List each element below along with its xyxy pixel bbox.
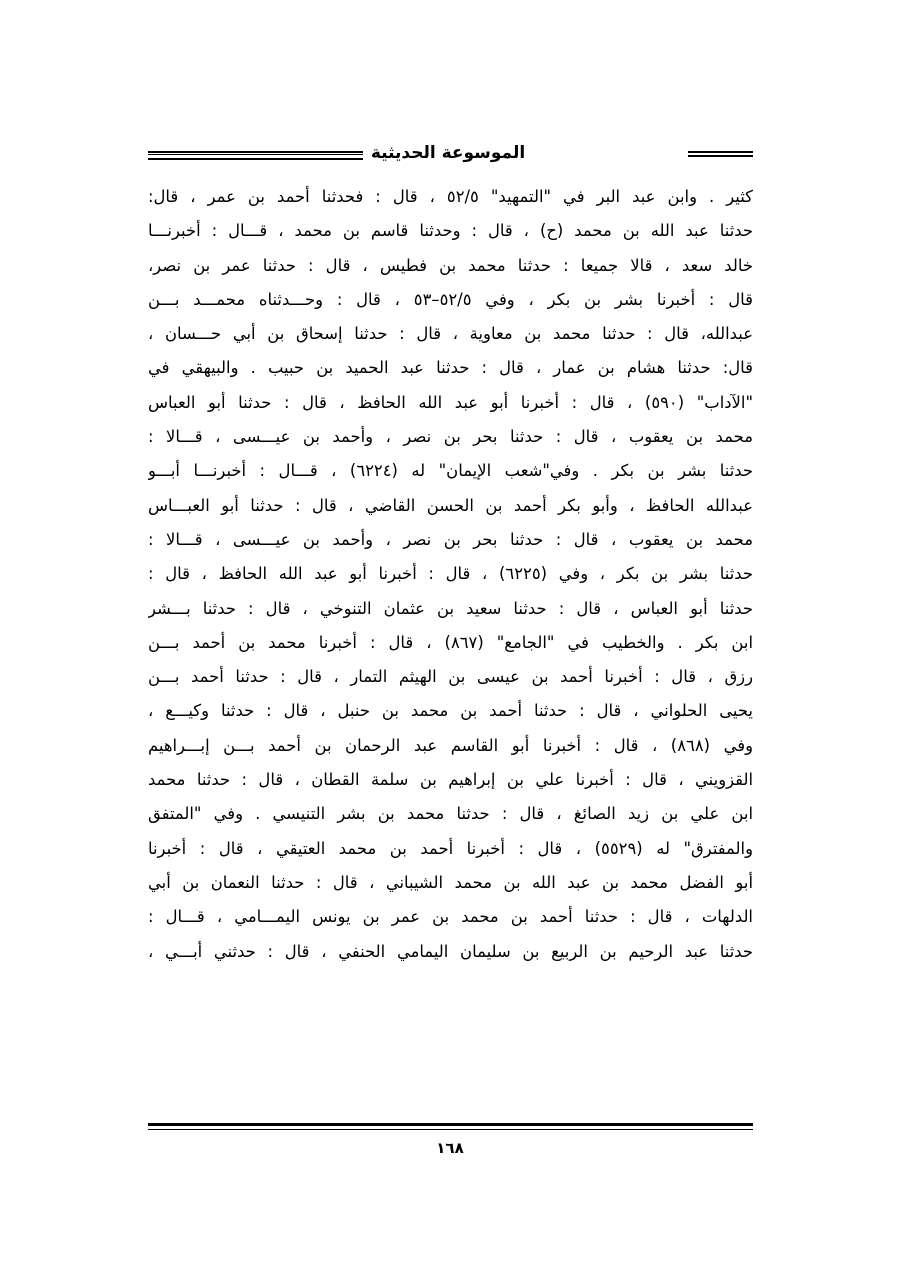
- text-line: حدثنا أبو العباس ، قال : حدثنا سعيد بن عثمان التنوخي ، قال : حدثنا بـــشر: [148, 598, 753, 618]
- text-line: حدثنا بشر بن بكر . وفي"شعب الإيمان" له (٦٢٢٤) ، قـــال : أخبرنـــا أبـــو: [148, 461, 753, 481]
- text-line: ابن بكر . والخطيب في "الجامع" (٨٦٧) ، قال : أخبرنا محمد بن أحمد بـــن: [148, 632, 753, 652]
- text-line: رزق ، قال : أخبرنا أحمد بن عيسى بن الهيثم التمار ، قال : حدثنا أحمد بـــن: [148, 667, 753, 687]
- text-line: ابن علي بن زيد الصائغ ، قال : حدثنا محمد بن بشر التنيسي . وفي "المتفق: [148, 804, 753, 824]
- text-line: حدثنا عبد الله بن محمد (ح) ، قال : وحدثنا قاسم بن محمد ، قـــال : أخبرنـــا: [148, 221, 753, 241]
- text-line: محمد بن يعقوب ، قال : حدثنا بحر بن نصر ، وأحمد بن عيـــسى ، قـــالا :: [148, 427, 753, 447]
- header-rule-right: [688, 151, 753, 157]
- text-line: محمد بن يعقوب ، قال : حدثنا بحر بن نصر ، وأحمد بن عيـــسى ، قـــالا :: [148, 529, 753, 549]
- text-line: أبو الفضل محمد بن عبد الله بن محمد الشيباني ، قال : حدثنا النعمان بن أبي: [148, 872, 753, 892]
- running-title: الموسوعة الحديثية: [370, 143, 526, 163]
- footer-rule: [148, 1123, 753, 1130]
- text-line: خالد سعد ، قالا جميعا : حدثنا محمد بن فطيس ، قال : حدثنا عمر بن نصر،: [148, 255, 753, 275]
- text-line: الدلهات ، قال : حدثنا أحمد بن محمد بن عمر بن يونس اليمـــامي ، قـــال :: [148, 907, 753, 927]
- page-header: [148, 138, 753, 172]
- text-line: قال : أخبرنا بشر بن بكر ، وفي ٥٢/٥–٥٣ ، قال : وحـــدثناه محمـــد بـــن: [148, 289, 753, 309]
- text-line: والمفترق" له (٥٥٢٩) ، قال : أخبرنا أحمد بن محمد العتيقي ، قال : أخبرنا: [148, 838, 753, 858]
- text-line: حدثنا عبد الرحيم بن الربيع بن سليمان اليمامي الحنفي ، قال : حدثني أبـــي ،: [148, 941, 753, 961]
- header-rule-left: [148, 151, 363, 155]
- text-line: "الآداب" (٥٩٠) ، قال : أخبرنا أبو عبد الله الحافظ ، قال : حدثنا أبو العباس: [148, 392, 753, 412]
- text-line: يحيى الحلواني ، قال : حدثنا أحمد بن محمد بن حنبل ، قال : حدثنا وكيـــع ،: [148, 701, 753, 721]
- text-line: قال: حدثنا هشام بن عمار ، قال : حدثنا عبد الحميد بن حبيب . والبيهقي في: [148, 358, 753, 378]
- body-text: [148, 180, 753, 969]
- text-line: حدثنا بشر بن بكر ، وفي (٦٢٢٥) ، قال : أخبرنا أبو عبد الله الحافظ ، قال :: [148, 564, 753, 584]
- text-line: القزويني ، قال : أخبرنا علي بن إبراهيم بن سلمة القطان ، قال : حدثنا محمد: [148, 770, 753, 790]
- text-line: وفي (٨٦٨) ، قال : أخبرنا أبو القاسم عبد الرحمان بن أحمد بـــن إبـــراهيم: [148, 735, 753, 755]
- text-line: كثير . وابن عبد البر في "التمهيد" ٥٢/٥ ، قال : فحدثنا أحمد بن عمر ، قال:: [148, 187, 753, 206]
- page-number: ١٦٨: [436, 1139, 464, 1157]
- text-line: عبدالله، قال : حدثنا محمد بن معاوية ، قال : حدثنا إسحاق بن أبي حـــسان ،: [148, 324, 753, 344]
- text-line: عبدالله الحافظ ، وأبو بكر أحمد بن الحسن القاضي ، قال : حدثنا أبو العبـــاس: [148, 495, 753, 515]
